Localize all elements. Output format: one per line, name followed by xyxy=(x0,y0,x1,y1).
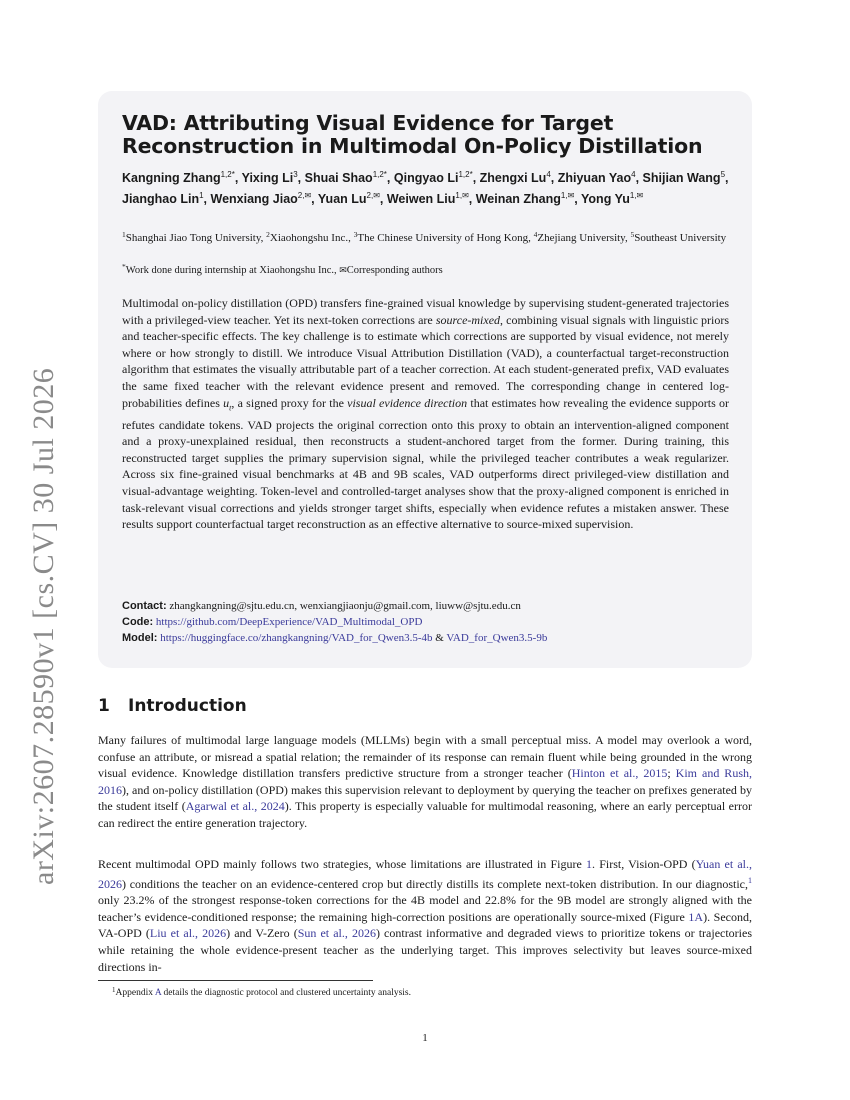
star-note: Work done during internship at Xiaohongshu Inc., xyxy=(125,265,337,276)
figure-ref-1a[interactable]: 1A xyxy=(688,909,704,924)
page-number: 1 xyxy=(422,1032,428,1044)
author-name: Yong Yu xyxy=(581,192,630,206)
affiliation-mark: 5 xyxy=(630,230,635,239)
abstract-emphasis: source-mixed xyxy=(435,312,501,327)
affiliation-name: Southeast University xyxy=(634,232,727,244)
contact-emails[interactable]: zhangkangning@sjtu.edu.cn, wenxiangjiaonju@gmail.com, liuww@sjtu.edu.cn xyxy=(169,600,521,612)
author-name: Yixing Li xyxy=(241,171,294,185)
author-affiliation-mark: 1,2* xyxy=(458,170,473,179)
affiliation-name: The Chinese University of Hong Kong xyxy=(357,232,529,244)
author-affiliation-mark: 2,✉ xyxy=(366,191,380,200)
contact-line: Contact: zhangkangning@sjtu.edu.cn, wenxiangjiaonju@gmail.com, liuww@sjtu.edu.cn xyxy=(122,600,521,612)
intro-paragraph-2: Recent multimodal OPD mainly follows two strategies, whose limitations are illustrated in Figure 1. First, Vision-OPD (Yuan et al., 2026) conditions the teacher on an evidence-centered crop but directly distills its complete next-token distribution. In our diagnostic,$^1$ only 23.2% of the strongest response-token corrections for the 4B model and 22.8% for the 9B model are strongly aligned with the teacher’s evidence-conditioned response; the remaining high-correction positions are operationally source-mixed (Figure 1A). Second, VA-OPD (Liu et al., 2026) and V-Zero (Sun et al., 2026) contrast informative and degraded views to prioritize tokens or trajectories while retaining the whole evidence-present teacher as the underlying target. This improves selectivity but leaves source-mixed directions in- xyxy=(98,857,753,974)
model-link-4b[interactable]: https://huggingface.co/zhangkangning/VAD_for_Qwen3.5-4b xyxy=(160,632,433,644)
affiliation-mark: 3 xyxy=(353,230,358,239)
affiliation-mark: 2 xyxy=(266,230,270,239)
author-affiliation-mark: 1,✉ xyxy=(455,191,469,200)
author-affiliation-mark: 1,✉ xyxy=(629,191,644,200)
citation-sun[interactable]: Sun et al., 2026 xyxy=(297,926,376,941)
section-heading-introduction: 1 Introduction xyxy=(98,696,247,716)
author-name: Zhengxi Lu xyxy=(479,171,547,185)
author-name: Weiwen Liu xyxy=(386,192,456,206)
citation-hinton[interactable]: Hinton et al., 2015 xyxy=(571,766,668,781)
author-affiliation-mark: 2,✉ xyxy=(297,191,312,200)
author-affiliation-mark: 1,2* xyxy=(220,170,235,179)
author-affiliation-mark: 1 xyxy=(199,191,204,200)
author-affiliation-mark: 3 xyxy=(293,170,298,179)
star-mark: * xyxy=(122,262,126,271)
author-name: Zhiyuan Yao xyxy=(557,171,632,185)
model-link-9b[interactable]: VAD_for_Qwen3.5-9b xyxy=(446,632,548,644)
author-name: Wenxiang Jiao xyxy=(210,192,298,206)
footnote-rule xyxy=(98,980,373,981)
affiliations: $^1$Shanghai Jiao Tong University, $^2$Xiaohongshu Inc., $^3$The Chinese University of Hong Kong, $^4$Zhejiang University, $^5$Southeast University xyxy=(122,230,727,244)
author-name: Shijian Wang xyxy=(642,171,721,185)
author-name: Shuai Shao xyxy=(304,171,373,185)
intro-paragraph-1: Many failures of multimodal large language models (MLLMs) begin with a small perceptual miss. A model may overlook a word, confuse an attribute, or misread a spatial relation; the remainder of its response can remain fluent while being grounded in the wrong visual evidence. Knowledge distillation transfers predictive structure from a stronger teacher (Hinton et al., 2015; Kim and Rush, 2016), and on-policy distillation (OPD) makes this supervision relevant to deployment by querying the teacher on prefixes generated by the student itself (Agarwal et al., 2024). This property is especially valuable for multimodal reasoning, where an early perceptual error can redirect the entire generation trajectory. xyxy=(98,733,752,830)
author-affiliation-mark: 5 xyxy=(720,170,726,179)
citation-liu[interactable]: Liu et al., 2026 xyxy=(149,926,227,941)
affiliation-mark: 4 xyxy=(533,230,538,239)
citation-agarwal[interactable]: Agarwal et al., 2024 xyxy=(185,799,285,814)
footnote-ref-1[interactable]: 1 xyxy=(748,875,752,885)
envelope-icon: ✉ xyxy=(339,265,347,275)
author-name: Qingyao Li xyxy=(393,171,459,185)
appendix-link[interactable]: A xyxy=(154,988,162,998)
author-affiliation-mark: 4 xyxy=(546,170,551,179)
author-affiliation-mark: 1,2* xyxy=(372,170,387,179)
citation-kim[interactable]: Kim and Rush, 2016 xyxy=(98,766,752,797)
figure-ref-1[interactable]: 1 xyxy=(586,857,593,871)
affiliation-mark: 1 xyxy=(122,230,126,239)
author-affiliation-mark: 4 xyxy=(631,170,636,179)
author-list: Kangning Zhang$^{1,2*}$, Yixing Li$^3$, Shuai Shao$^{1,2*}$, Qingyao $Li^{1,2*}$, Zhengxi Lu$^4$, Zhiyuan Yao$^4$, Shijian Wang$^5$, Jianghao Lin$^1$, Wenxiang Jiao$^{2,✉}$, Yuan $Lu^{2,✉}$, Weiwen Liu$^{1,✉}$, Weinan Zhang$^{1,✉}$, Yong $Yu^{1,✉}$ xyxy=(122,170,729,206)
author-name: Jianghao Lin xyxy=(122,192,200,206)
code-line: Code: https://github.com/DeepExperience/VAD_Multimodal_OPD xyxy=(122,616,423,628)
abstract-emphasis-2: visual evidence direction xyxy=(347,395,468,410)
author-name: Kangning Zhang xyxy=(122,171,221,185)
author-affiliation-mark: 1,✉ xyxy=(560,191,575,200)
citation-yuan[interactable]: Yuan et al., 2026 xyxy=(98,857,753,891)
contact-block xyxy=(122,598,742,646)
author-name: Yuan Lu xyxy=(317,192,367,206)
arxiv-identifier: arXiv:2607.28590v1 [cs.CV] 30 Jul 2026 xyxy=(27,367,60,885)
code-link[interactable]: https://github.com/DeepExperience/VAD_Multimodal_OPD xyxy=(155,616,423,628)
footnote-1: $^1$Appendix A details the diagnostic protocol and clustered uncertainty analysis. xyxy=(112,986,412,998)
author-notes xyxy=(122,260,747,278)
author-name: Weinan Zhang xyxy=(475,192,561,206)
model-line: Model: https://huggingface.co/zhangkangning/VAD_for_Qwen3.5-4b & VAD_for_Qwen3.5-9b xyxy=(122,632,548,644)
paper-title: VAD: Attributing Visual Evidence for Target Reconstruction in Multimodal On-Policy Distillation xyxy=(122,111,703,158)
affiliation-name: Shanghai Jiao Tong University xyxy=(125,232,261,244)
affiliation-name: Xiaohongshu Inc. xyxy=(269,232,349,244)
corresponding-note: Corresponding authors xyxy=(346,265,443,276)
abstract: Multimodal on-policy distillation (OPD) transfers fine-grained visual knowledge by supervising student-generated trajectories with a privileged-view teacher. Yet its next-token corrections are source-mixed, combining visual signals with linguistic priors and teacher-specific effects. The key challenge is to estimate which corrections are supported by visual evidence, not merely where or how strongly to distill. We introduce Visual Attribution Distillation (VAD), a counterfactual target-reconstruction algorithm that estimates the visually attributable part of a teacher correction. At each student-generated prefix, VAD evaluates the same fixed teacher with the relevant evidence present and removed. The corresponding change in centered log-probabilities defines $u_t$, a signed proxy for the visual evidence direction that estimates how revealing the evidence supports or refutes candidate tokens. VAD projects the original correction onto this proxy to obtain an intervention-aligned component and a proxy-unexplained residual, then reconstructs a student-anchored target from the former. During training, this reconstructed target supplies the primary supervision signal, while the privileged teacher contributes a weak regularizer. Across six fine-grained visual benchmarks at 4B and 9B scales, VAD outperforms direct privileged-view distillation and visual-advantage weighting. Token-level and controlled-target analyses show that the proxy-aligned component is enriched in task-relevant visual corrections and yields stronger target shifts, especially when evidence refutes a mistaken answer. These results support counterfactual target reconstruction as an effective alternative to source-mixed supervision. xyxy=(122,296,730,532)
affiliation-name: Zhejiang University xyxy=(537,232,625,244)
math-variable: $u_t$ xyxy=(223,395,232,412)
